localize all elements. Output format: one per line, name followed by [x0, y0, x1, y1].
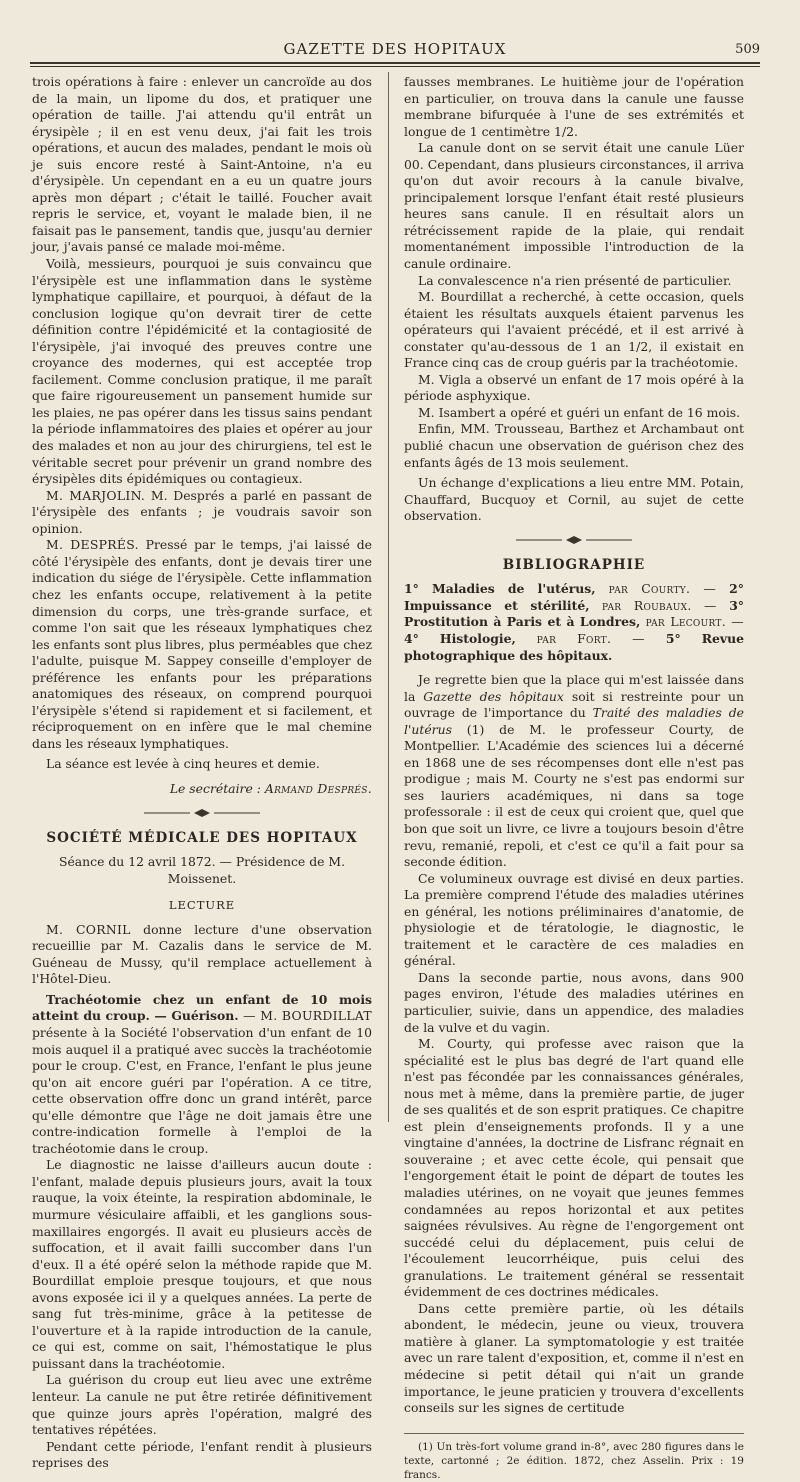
session-line: Séance du 12 avril 1872. — Présidence de M. Moissenet.: [58, 854, 346, 886]
paragraph: [32, 922, 372, 988]
right-column: [404, 74, 745, 1481]
paragraph: [404, 672, 744, 871]
speaker-text: présente à la Société l'observation d'un enfant de 10 mois auquel il a pratiqué avec succès la trachéotomie pour le croup. C'est, en France, l'enfant le plus jeune qu'on ait encore guéri par l'opération. A ce titre, cette observation offre donc un grand intérêt, parce qu'elle démontre que l'âge ne doit jamais être une contre-indication formelle à l'emploi de la trachéotomie dans le croup.: [32, 1024, 372, 1156]
paragraph: La convalescence n'a rien présenté de particulier.: [418, 272, 732, 288]
bibliography-list: [404, 581, 744, 664]
page-number: 509: [735, 42, 760, 57]
left-column: [32, 74, 372, 1471]
biblio-item: 4° Histologie,: [404, 630, 516, 646]
paragraph: M. Courty, qui professe avec raison que la spécialité est le plus bas degré de l'art quand elle n'est pas fécondée par les connaissances générales, nous met à même, dans la première partie, de juger de ses qualités et de son esprit pratiques. Ce chapitre est plein d'enseignements profonds. Il y a une vingtaine d'années, la doctrine de Lisfranc régnait en souveraine ; et avec cette école, qui pensait que l'engorgement était le point de départ de toutes les maladies utérines, on ne voyait que jeunes femmes condamnées au repos horizontal et aux petites saignées révulsives. Au règne de l'engorgement ont succédé celui du déplacement, puis celui de l'écoulement leucorrhéique, puis celui des granulations. Le traitement général se ressentait évidemment de ces doctrines médicales.: [404, 1036, 744, 1300]
speaker-name: — M. BOURDILLAT: [238, 1008, 372, 1024]
text-run: (1) de M. le professeur Courty, de Montpellier. L'Académie des sciences lui a décerné en 1868 une de ses récompenses dont elle n'est pas prodigue ; mais M. Courty ne s'est pas endormi sur ses lauriers académiques, ni dans sa toge professorale : il est de ceux qui croient que, quel que bon que soit un livre, ce livre a toujours besoin d'être revu, remanié, repoli, et c'est ce qu'il a fait pour sa seconde édition.: [404, 721, 744, 870]
paragraph: La canule dont on se servit était une canule Lüer 00. Cependant, dans plusieurs circonstances, il arriva qu'on dut avoir recours à la canule bivalve, principalement lorsque l'enfant était resté plusieurs heures sans canule. Il en résultait alors un rétrécissement rapide de la plaie, qui rendait momentanément impossible l'introduction de la canule ordinaire.: [404, 140, 744, 272]
paragraph: M. Isambert a opéré et guéri un enfant de 16 mois.: [418, 404, 741, 420]
paragraph: La guérison du croup eut lieu avec une extrême lenteur. La canule ne put être retirée définitivement que quinze jours après l'opération, malgré des tentatives répétées.: [32, 1372, 372, 1438]
paragraph: Dans cette première partie, où les détails abondent, le médecin, jeune ou vieux, trouvera matière à glaner. La symptomatologie y est traitée avec un rare talent d'exposition, et, comme il n'est en médecine si petit détail qui n'ait un grande importance, le jeune praticien y trouvera d'excellents conseils sur les signes de certitude: [404, 1300, 744, 1416]
paragraph: Enfin, MM. Trousseau, Barthez et Archambaut ont publié chacun une observation de guérison chez des enfants âgés de 13 mois seulement.: [404, 421, 744, 470]
text-italic: Gazette des hôpitaux: [423, 688, 564, 704]
paragraph: [32, 537, 372, 752]
speaker-text: donne lecture d'une observation recueillie par M. Cazalis dans le service de M. Guéneau de Mussy, qu'il remplace actuellement à l'Hôtel-Dieu.: [32, 921, 372, 987]
paragraph: Un échange d'explications a lieu entre MM. Potain, Chauffard, Bucquoy et Cornil, au sujet de cette observation.: [404, 475, 744, 524]
biblio-item: 5° Revue photographique des hôpitaux.: [404, 630, 744, 663]
text-italic: Traité des maladies de l'utérus: [404, 705, 744, 737]
biblio-item: 2° Impuissance et stérilité,: [404, 581, 744, 613]
journal-title: GAZETTE DES HOPITAUX: [283, 40, 507, 58]
page-header: [30, 40, 760, 62]
paragraph: fausses membranes. Le huitième jour de l'opération en particulier, on trouva dans la canule une fausse membrane bifurquée à l'une de ses extrémités et longue de 1 centimètre 1/2.: [404, 74, 744, 139]
footnote: (1) Un très-fort volume grand in-8°, avec 280 figures dans le texte, cartonné ; 2e édition. 1872, chez Asselin. Prix : 19 francs.: [404, 1440, 744, 1481]
signature-label: Le secrétaire :: [169, 780, 265, 796]
paragraph: M. Vigla a observé un enfant de 17 mois opéré à la période asphyxique.: [404, 371, 744, 404]
biblio-author: par Courty. —: [595, 581, 730, 597]
biblio-author: par Roubaux. —: [589, 597, 730, 613]
speaker-name: M. DESPRÉS.: [46, 537, 139, 553]
paragraph: [32, 488, 372, 538]
biblio-item: 1° Maladies de l'utérus,: [404, 581, 596, 597]
society-heading: SOCIÉTÉ MÉDICALE DES HOPITAUX: [46, 829, 358, 846]
biblio-item: 3° Prostitution à Paris et à Londres,: [404, 597, 745, 630]
text-run: Je regrette bien que la place qui m'est laissée dans la: [404, 672, 744, 704]
text-run: soit si restreinte pour un ouvrage de l'importance du: [404, 688, 745, 721]
paragraph: M. Bourdillat a recherché, à cette occasion, quels étaient les résultats auxquels étaient parvenus les opérateurs qui l'avaient précédé, et il est arrivé à constater qu'au-dessous de 1 an 1/2, il existait en France cinq cas de croup guéris par la trachéotomie.: [404, 289, 744, 371]
header-rule-thin: [30, 66, 760, 67]
footnote-rule: [404, 1433, 744, 1434]
signature-name: Armand Després.: [264, 780, 372, 796]
paragraph: Ce volumineux ouvrage est divisé en deux parties. La première comprend l'étude des maladies utérines en général, les notions préliminaires d'anatomie, de physiologie et de tératologie, le diagnostic, le traitement et le caractère de ces maladies en général.: [404, 870, 744, 969]
speaker-name: M. MARJOLIN.: [46, 487, 146, 503]
paragraph: Le diagnostic ne laisse d'ailleurs aucun doute : l'enfant, malade depuis plusieurs jours, avait la toux rauque, la voix éteinte, la respiration abdominale, le murmure vésiculaire affaibli, et les ganglions sous-maxillaires engorgés. Il avait eu plusieurs accès de suffocation, et il avait failli succomber dans l'un d'eux. Il a été opéré selon la méthode rapide que M. Bourdillat emploie presque toujours, et que nous avons exposée ici il y a quelques années. La perte de sang fut très-minime, grâce à la petitesse de l'ouverture et à la rapide introduction de la canule, ce qui est, comme on sait, l'hémostatique le plus puissant dans la trachéotomie.: [32, 1157, 372, 1371]
header-rule: [30, 62, 760, 64]
paragraph: Voilà, messieurs, pourquoi je suis convaincu que l'érysipèle est une inflammation dans le système lymphatique capillaire, et pourquoi, à défaut de la conclusion logique qu'on devrait tirer de cette définition contre l'épidémicité et la contagiosité de l'érysipèle, j'ai invoqué des preuves contre une croyance des modernes, qui est acceptée trop facilement. Comme conclusion pratique, il me paraît que faire rigoureusement un pansement humide sur les plaies, ne pas opérer dans les tissus sains pendant la période inflammatoires des plaies et opérer au jour des malades et non au jour des chirurgiens, tel est le véritable secret pour prévenir un grand nombre des érysipèles dits épidémiques ou contagieux.: [32, 256, 372, 487]
paragraph: trois opérations à faire : enlever un cancroïde au dos de la main, un lipome du dos, et pratiquer une opération de taille. J'ai attendu qu'il entrât un érysipèle ; il en est venu deux, j'ai fait les trois opérations, et aucun des malades, pendant le mois où je suis encore resté à Saint-Antoine, n'a eu d'érysipèle. Un cependant en a eu un quatre jours après mon départ ; c'était le taillé. Foucher avait repris le service, et, voyant le malade bien, il ne faisait pas le pansement, tandis que, jusqu'au dernier jour, j'avais pansé ce malade moi-même.: [32, 74, 372, 255]
paragraph: La séance est levée à cinq heures et demie.: [46, 756, 320, 772]
paragraph: Pendant cette période, l'enfant rendit à plusieurs reprises des: [32, 1438, 372, 1471]
lecture-heading: LECTURE: [168, 898, 236, 913]
section-ornament: [514, 535, 634, 545]
section-ornament: [142, 808, 262, 818]
speaker-text: Pressé par le temps, j'ai laissé de côté l'érysipèle des enfants, dont je devais tirer une indication du siége de l'érysipèle. Cette inflammation chez les enfants occupe, relativement à la petite dimension du corps, une très-grande surface, et comme l'on sait que les réseaux lymphatiques chez les enfants sont plus libres, plus perméables que chez l'adulte, puisque M. Sappey conseille d'employer de préférence les enfants pour les préparations anatomiques des réseaux, on comprend pourquoi l'érysipèle s'étend si rapidement et si facilement, et réciproquement on en infère que le mal chemine dans les réseaux lymphatiques.: [32, 537, 372, 751]
biblio-author: par Fort. —: [515, 630, 666, 646]
speaker-name: M. CORNIL: [46, 921, 131, 937]
paragraph: [32, 992, 372, 1157]
signature: [32, 781, 372, 798]
article-title: Trachéotomie chez un enfant de 10 mois atteint du croup. — Guérison.: [32, 991, 372, 1024]
column-divider: [388, 72, 389, 1122]
paragraph: Dans la seconde partie, nous avons, dans 900 pages environ, l'étude des maladies utérines en particulier, suivie, dans un appendice, des maladies de la vulve et du vagin.: [404, 969, 744, 1035]
bibliography-heading: BIBLIOGRAPHIE: [502, 556, 646, 573]
speaker-text: M. Després a parlé en passant de l'érysipèle des enfants ; je voudrais savoir son opinion.: [32, 487, 372, 536]
biblio-author: par Lecourt. —: [640, 614, 744, 630]
